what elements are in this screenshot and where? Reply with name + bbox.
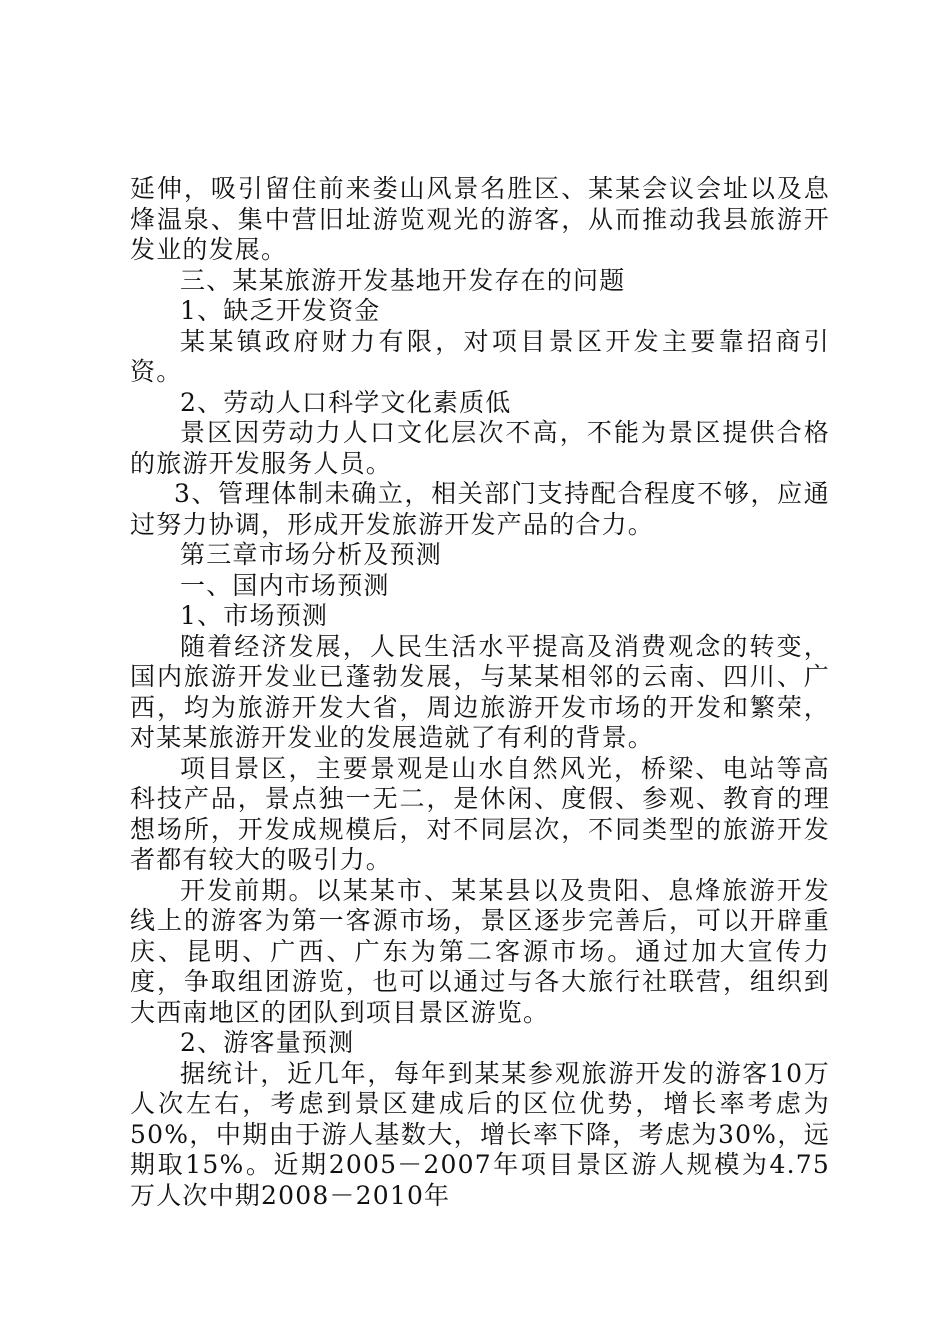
subheading-funding: 1、缺乏开发资金 — [180, 296, 381, 325]
document-body — [130, 174, 830, 1211]
paragraph-funding: 某某镇政府财力有限，对项目景区开发主要靠招商引资。 — [130, 326, 830, 386]
subheading-labor: 2、劳动人口科学文化素质低 — [180, 387, 512, 417]
paragraph-scenic-area: 项目景区，主要景观是山水自然风光，桥梁、电站等高科技产品，景点独一无二，是休闲、度假、参观、教育的理想场所，开发成规模后，对不同层次，不同类型的旅游开发者都有较大的吸引力。 — [130, 753, 830, 874]
paragraph-early-stage: 开发前期。以某某市、某某县以及贵阳、息烽旅游开发线上的游客为第一客源市场，景区逐步完善后，可以开辟重庆、昆明、广西、广东为第二客源市场。通过加大宣传力度，争取组团游览，也可以通过与各大旅行社联营，组织到大西南地区的团队到项目景区游览。 — [130, 875, 830, 1027]
subheading-visitor-forecast: 2、游客量预测 — [180, 1028, 355, 1057]
paragraph-statistics: 据统计，近几年，每年到某某参观旅游开发的游客10万人次左右，考虑到景区建成后的区位优势，增长率考虑为50%，中期由于游人基数大，增长率下降，考虑为30%，远期取15%。近期2005－2007年项目景区游人规模为4.75万人次中期2008－2010年 — [130, 1058, 830, 1210]
section-heading-problems: 三、某某旅游开发基地开发存在的问题 — [180, 265, 626, 295]
paragraph-economy: 随着经济发展，人民生活水平提高及消费观念的转变，国内旅游开发业已蓬勃发展，与某某相邻的云南、四川、广西，均为旅游开发大省，周边旅游开发市场的开发和繁荣，对某某旅游开发业的发展造就了有利的背景。 — [130, 631, 830, 752]
chapter-heading-market: 第三章市场分析及预测 — [180, 540, 443, 569]
paragraph-management: 3、管理体制未确立，相关部门支持配合程度不够，应通过努力协调，形成开发旅游开发产品的合力。 — [130, 479, 830, 539]
paragraph-labor: 景区因劳动力人口文化层次不高，不能为景区提供合格的旅游开发服务人员。 — [130, 418, 830, 478]
paragraph-continuation: 延伸，吸引留住前来娄山风景名胜区、某某会议会址以及息烽温泉、集中营旧址游览观光的游客，从而推动我县旅游开发业的发展。 — [130, 174, 830, 264]
subheading-market-forecast: 1、市场预测 — [180, 601, 329, 630]
section-heading-domestic: 一、国内市场预测 — [180, 570, 390, 600]
